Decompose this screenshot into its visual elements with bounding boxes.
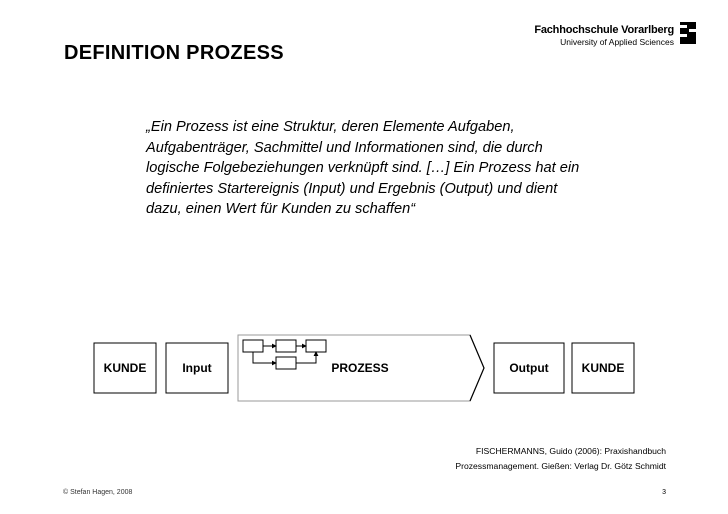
process-definition-quote: „Ein Prozess ist eine Struktur, deren Elemente Aufgaben, Aufgabenträger, Sachmittel und Informationen sind, die durch logische Folgebeziehungen verknüpft sind. […] Ein Prozess hat ein definiertes Startereignis (Input) und Ergebnis (Output) und dient dazu, einen Wert für Kunden zu schaffen“ (146, 119, 580, 218)
output-label: Output (509, 361, 549, 375)
input-label: Input (182, 361, 212, 375)
input-box (166, 343, 228, 393)
process-box (238, 335, 484, 401)
output-box (494, 343, 564, 393)
logo-subtitle: University of Applied Sciences (560, 37, 674, 47)
customer-left-label: KUNDE (103, 361, 147, 375)
source-line-1: FISCHERMANNS, Guido (2006): Praxishandbuch (475, 446, 666, 456)
customer-left-box (94, 343, 156, 393)
logo-name: Fachhochschule Vorarlberg (534, 24, 674, 36)
customer-right-box (572, 343, 634, 393)
source-line-2: Prozessmanagement. Gießen: Verlag Dr. Götz Schmidt (455, 461, 666, 471)
process-label: PROZESS (331, 361, 389, 375)
customer-right-label: KUNDE (581, 361, 625, 375)
page-title: DEFINITION PROZESS (64, 42, 284, 64)
page-number: 3 (662, 489, 666, 496)
copyright-footer: © Stefan Hagen, 2008 (63, 489, 133, 496)
source-citation (455, 444, 666, 474)
